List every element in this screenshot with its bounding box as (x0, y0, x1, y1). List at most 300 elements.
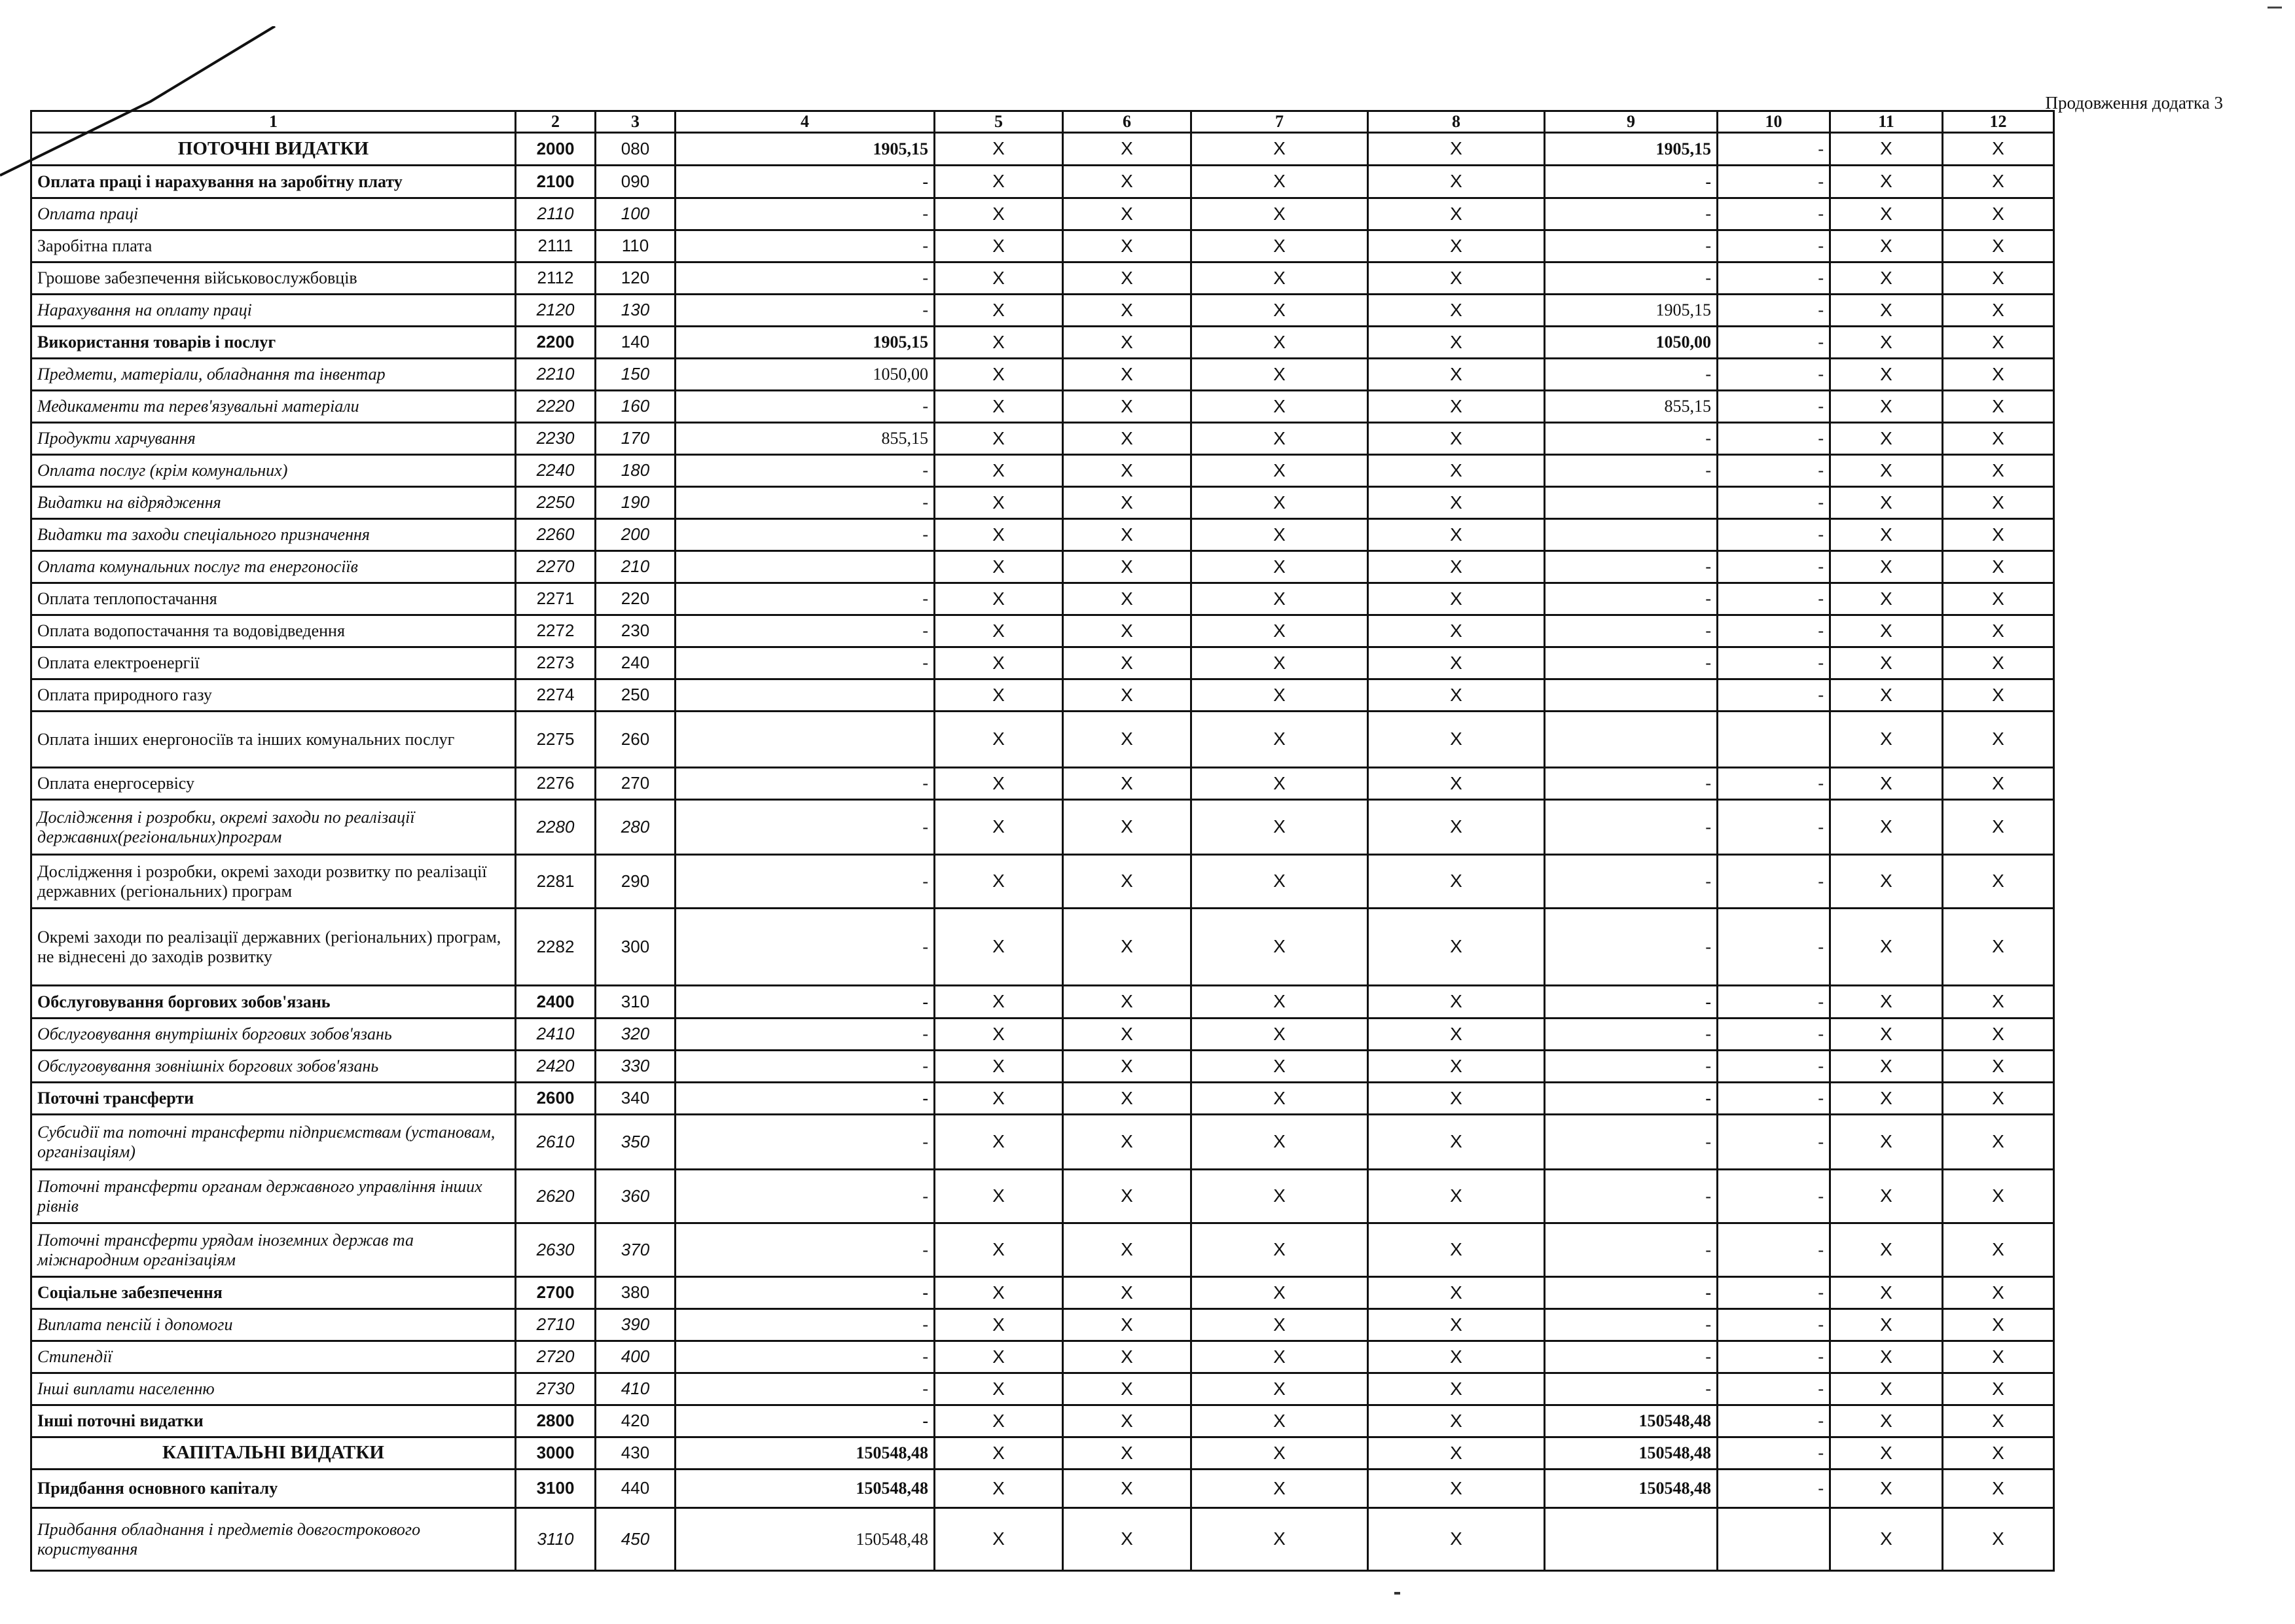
row-name: Поточні трансферти (31, 1083, 516, 1115)
row-name: Придбання основного капіталу (31, 1470, 516, 1508)
value-col-4: - (676, 855, 935, 909)
value-col-12: X (1943, 133, 2054, 166)
table-row (31, 551, 2054, 583)
value-col-5: X (935, 615, 1063, 647)
row-code: 170 (596, 423, 676, 455)
table-row (31, 679, 2054, 712)
value-col-8: X (1368, 551, 1545, 583)
value-col-6: X (1063, 1019, 1191, 1051)
row-name: Оплата послуг (крім комунальних) (31, 455, 516, 487)
value-col-7: X (1191, 712, 1368, 768)
value-col-8: X (1368, 230, 1545, 262)
value-col-12: X (1943, 1405, 2054, 1437)
value-col-10: - (1718, 551, 1830, 583)
value-col-9: - (1545, 551, 1718, 583)
budget-code: 2610 (516, 1115, 596, 1170)
value-col-9: - (1545, 647, 1718, 679)
value-col-8: X (1368, 1019, 1545, 1051)
row-code: 150 (596, 359, 676, 391)
value-col-6: X (1063, 1309, 1191, 1341)
row-code: 340 (596, 1083, 676, 1115)
value-col-6: X (1063, 712, 1191, 768)
row-name: Поточні трансферти урядам іноземних держав та міжнародним організаціям (31, 1223, 516, 1277)
value-col-10: - (1718, 1223, 1830, 1277)
value-col-8: X (1368, 1508, 1545, 1571)
budget-code: 2276 (516, 768, 596, 800)
value-col-7: X (1191, 1115, 1368, 1170)
value-col-8: X (1368, 327, 1545, 359)
budget-code: 2710 (516, 1309, 596, 1341)
value-col-5: X (935, 295, 1063, 327)
table-row (31, 855, 2054, 909)
value-col-7: X (1191, 166, 1368, 198)
value-col-4: - (676, 455, 935, 487)
value-col-11: X (1830, 1115, 1943, 1170)
value-col-5: X (935, 1341, 1063, 1373)
value-col-6: X (1063, 909, 1191, 986)
row-name: Субсидії та поточні трансферти підприємствам (установам, організаціям) (31, 1115, 516, 1170)
value-col-5: X (935, 1019, 1063, 1051)
value-col-9: - (1545, 1373, 1718, 1405)
scan-dash (2268, 7, 2282, 9)
value-col-6: X (1063, 1115, 1191, 1170)
value-col-12: X (1943, 262, 2054, 295)
value-col-12: X (1943, 1019, 2054, 1051)
budget-code: 2280 (516, 800, 596, 855)
value-col-8: X (1368, 855, 1545, 909)
row-name: Дослідження і розробки, окремі заходи розвитку по реалізації державних (регіональних) програм (31, 855, 516, 909)
value-col-11: X (1830, 1470, 1943, 1508)
value-col-12: X (1943, 166, 2054, 198)
value-col-4: - (676, 1277, 935, 1309)
row-name: Обслуговування внутрішніх боргових зобов'язань (31, 1019, 516, 1051)
value-col-8: X (1368, 1405, 1545, 1437)
budget-code: 2112 (516, 262, 596, 295)
value-col-11: X (1830, 551, 1943, 583)
value-col-12: X (1943, 768, 2054, 800)
value-col-7: X (1191, 1341, 1368, 1373)
value-col-9: - (1545, 855, 1718, 909)
value-col-5: X (935, 262, 1063, 295)
value-col-12: X (1943, 1508, 2054, 1571)
value-col-9: - (1545, 198, 1718, 230)
value-col-12: X (1943, 1309, 2054, 1341)
value-col-11: X (1830, 295, 1943, 327)
value-col-10: - (1718, 1437, 1830, 1470)
value-col-4: - (676, 909, 935, 986)
table-row (31, 712, 2054, 768)
budget-code: 2730 (516, 1373, 596, 1405)
value-col-10: - (1718, 487, 1830, 519)
value-col-4: - (676, 1405, 935, 1437)
value-col-7: X (1191, 1051, 1368, 1083)
value-col-5: X (935, 1277, 1063, 1309)
row-code: 110 (596, 230, 676, 262)
value-col-7: X (1191, 423, 1368, 455)
table-row (31, 359, 2054, 391)
value-col-10: - (1718, 1083, 1830, 1115)
budget-code: 2400 (516, 986, 596, 1019)
row-name: Оплата праці і нарахування на заробітну плату (31, 166, 516, 198)
value-col-8: X (1368, 519, 1545, 551)
value-col-6: X (1063, 1341, 1191, 1373)
value-col-9: - (1545, 909, 1718, 986)
value-col-5: X (935, 1508, 1063, 1571)
value-col-8: X (1368, 166, 1545, 198)
value-col-12: X (1943, 855, 2054, 909)
value-col-5: X (935, 391, 1063, 423)
table-row (31, 1309, 2054, 1341)
value-col-4: - (676, 1083, 935, 1115)
value-col-6: X (1063, 166, 1191, 198)
value-col-5: X (935, 1470, 1063, 1508)
budget-code: 3110 (516, 1508, 596, 1571)
row-name: Оплата природного газу (31, 679, 516, 712)
value-col-11: X (1830, 1437, 1943, 1470)
budget-code: 2620 (516, 1170, 596, 1223)
value-col-8: X (1368, 1051, 1545, 1083)
value-col-12: X (1943, 230, 2054, 262)
value-col-8: X (1368, 423, 1545, 455)
value-col-9: 150548,48 (1545, 1405, 1718, 1437)
value-col-7: X (1191, 487, 1368, 519)
value-col-8: X (1368, 909, 1545, 986)
value-col-7: X (1191, 1309, 1368, 1341)
value-col-10: - (1718, 327, 1830, 359)
value-col-10: - (1718, 768, 1830, 800)
value-col-5: X (935, 1115, 1063, 1170)
value-col-10: - (1718, 855, 1830, 909)
value-col-5: X (935, 487, 1063, 519)
row-name: Видатки на відрядження (31, 487, 516, 519)
value-col-8: X (1368, 986, 1545, 1019)
value-col-5: X (935, 166, 1063, 198)
row-name: ПОТОЧНІ ВИДАТКИ (31, 133, 516, 166)
row-code: 080 (596, 133, 676, 166)
value-col-6: X (1063, 133, 1191, 166)
value-col-8: X (1368, 583, 1545, 615)
value-col-11: X (1830, 455, 1943, 487)
row-code: 140 (596, 327, 676, 359)
value-col-7: X (1191, 295, 1368, 327)
value-col-11: X (1830, 768, 1943, 800)
value-col-4: - (676, 1051, 935, 1083)
table-row (31, 1115, 2054, 1170)
value-col-11: X (1830, 1309, 1943, 1341)
value-col-11: X (1830, 391, 1943, 423)
value-col-7: X (1191, 519, 1368, 551)
value-col-8: X (1368, 295, 1545, 327)
value-col-12: X (1943, 647, 2054, 679)
row-code: 220 (596, 583, 676, 615)
value-col-5: X (935, 423, 1063, 455)
budget-code: 2270 (516, 551, 596, 583)
value-col-8: X (1368, 800, 1545, 855)
expenses-table (30, 110, 2055, 1572)
value-col-9: - (1545, 986, 1718, 1019)
value-col-9 (1545, 487, 1718, 519)
table-row (31, 1341, 2054, 1373)
value-col-10: - (1718, 909, 1830, 986)
value-col-8: X (1368, 679, 1545, 712)
value-col-11: X (1830, 519, 1943, 551)
value-col-9: - (1545, 230, 1718, 262)
value-col-6: X (1063, 1223, 1191, 1277)
value-col-6: X (1063, 1083, 1191, 1115)
value-col-6: X (1063, 1470, 1191, 1508)
table-row (31, 1051, 2054, 1083)
value-col-12: X (1943, 359, 2054, 391)
row-code: 280 (596, 800, 676, 855)
budget-code: 2630 (516, 1223, 596, 1277)
value-col-6: X (1063, 1373, 1191, 1405)
row-name: Використання товарів і послуг (31, 327, 516, 359)
value-col-5: X (935, 1083, 1063, 1115)
value-col-4: - (676, 800, 935, 855)
value-col-4: - (676, 1019, 935, 1051)
col-header: 10 (1718, 111, 1830, 133)
value-col-6: X (1063, 1170, 1191, 1223)
value-col-5: X (935, 1373, 1063, 1405)
row-code: 200 (596, 519, 676, 551)
value-col-9 (1545, 679, 1718, 712)
value-col-8: X (1368, 615, 1545, 647)
col-header: 8 (1368, 111, 1545, 133)
value-col-5: X (935, 679, 1063, 712)
col-header: 5 (935, 111, 1063, 133)
value-col-5: X (935, 455, 1063, 487)
table-row (31, 487, 2054, 519)
value-col-10: - (1718, 647, 1830, 679)
value-col-8: X (1368, 647, 1545, 679)
value-col-6: X (1063, 647, 1191, 679)
value-col-12: X (1943, 1470, 2054, 1508)
value-col-6: X (1063, 262, 1191, 295)
value-col-9: 1905,15 (1545, 295, 1718, 327)
table-row (31, 583, 2054, 615)
row-name: КАПІТАЛЬНІ ВИДАТКИ (31, 1437, 516, 1470)
table-row (31, 1170, 2054, 1223)
value-col-12: X (1943, 295, 2054, 327)
value-col-12: X (1943, 1170, 2054, 1223)
row-code: 430 (596, 1437, 676, 1470)
table-row (31, 1373, 2054, 1405)
table-row (31, 455, 2054, 487)
value-col-6: X (1063, 295, 1191, 327)
table-row (31, 647, 2054, 679)
budget-code: 2281 (516, 855, 596, 909)
value-col-6: X (1063, 1437, 1191, 1470)
table-row (31, 615, 2054, 647)
scan-dot (1394, 1592, 1400, 1595)
value-col-11: X (1830, 198, 1943, 230)
value-col-12: X (1943, 1341, 2054, 1373)
value-col-4: - (676, 647, 935, 679)
value-col-7: X (1191, 855, 1368, 909)
value-col-4: 1905,15 (676, 327, 935, 359)
table-row (31, 1470, 2054, 1508)
value-col-11: X (1830, 1051, 1943, 1083)
value-col-7: X (1191, 230, 1368, 262)
value-col-6: X (1063, 768, 1191, 800)
value-col-10: - (1718, 166, 1830, 198)
table-row (31, 1405, 2054, 1437)
value-col-10: - (1718, 1309, 1830, 1341)
row-name: Заробітна плата (31, 230, 516, 262)
table-row (31, 166, 2054, 198)
table-row (31, 295, 2054, 327)
value-col-7: X (1191, 327, 1368, 359)
value-col-12: X (1943, 615, 2054, 647)
value-col-9: - (1545, 1019, 1718, 1051)
value-col-10: - (1718, 1405, 1830, 1437)
value-col-5: X (935, 986, 1063, 1019)
value-col-8: X (1368, 1470, 1545, 1508)
value-col-8: X (1368, 1083, 1545, 1115)
value-col-5: X (935, 1170, 1063, 1223)
value-col-11: X (1830, 327, 1943, 359)
row-code: 260 (596, 712, 676, 768)
value-col-9: - (1545, 1083, 1718, 1115)
value-col-10: - (1718, 391, 1830, 423)
value-col-5: X (935, 1437, 1063, 1470)
col-header: 4 (676, 111, 935, 133)
value-col-6: X (1063, 615, 1191, 647)
value-col-11: X (1830, 133, 1943, 166)
value-col-9: - (1545, 583, 1718, 615)
value-col-6: X (1063, 1051, 1191, 1083)
row-code: 410 (596, 1373, 676, 1405)
row-code: 190 (596, 487, 676, 519)
value-col-11: X (1830, 423, 1943, 455)
value-col-9: - (1545, 1309, 1718, 1341)
table-row (31, 1437, 2054, 1470)
value-col-8: X (1368, 1373, 1545, 1405)
value-col-11: X (1830, 230, 1943, 262)
value-col-4: - (676, 230, 935, 262)
value-col-4: 150548,48 (676, 1437, 935, 1470)
value-col-7: X (1191, 262, 1368, 295)
table-body (31, 133, 2054, 1571)
value-col-10: - (1718, 1170, 1830, 1223)
table-row (31, 230, 2054, 262)
row-name: Поточні трансферти органам державного управління інших рівнів (31, 1170, 516, 1223)
value-col-12: X (1943, 1115, 2054, 1170)
row-code: 380 (596, 1277, 676, 1309)
value-col-9: - (1545, 359, 1718, 391)
row-name: Оплата електроенергії (31, 647, 516, 679)
value-col-8: X (1368, 198, 1545, 230)
col-header: 9 (1545, 111, 1718, 133)
header-row (31, 111, 2054, 133)
value-col-11: X (1830, 1083, 1943, 1115)
budget-code: 2111 (516, 230, 596, 262)
budget-code: 2220 (516, 391, 596, 423)
row-code: 270 (596, 768, 676, 800)
value-col-10: - (1718, 230, 1830, 262)
row-name: Стипендії (31, 1341, 516, 1373)
value-col-8: X (1368, 1437, 1545, 1470)
value-col-10: - (1718, 198, 1830, 230)
budget-code: 2240 (516, 455, 596, 487)
value-col-7: X (1191, 391, 1368, 423)
table-row (31, 423, 2054, 455)
value-col-7: X (1191, 198, 1368, 230)
value-col-4: - (676, 1341, 935, 1373)
value-col-11: X (1830, 359, 1943, 391)
table-row (31, 133, 2054, 166)
value-col-6: X (1063, 327, 1191, 359)
row-code: 360 (596, 1170, 676, 1223)
value-col-9: - (1545, 1051, 1718, 1083)
row-code: 310 (596, 986, 676, 1019)
row-code: 370 (596, 1223, 676, 1277)
row-name: Оплата водопостачання та водовідведення (31, 615, 516, 647)
value-col-7: X (1191, 1223, 1368, 1277)
value-col-11: X (1830, 1223, 1943, 1277)
value-col-11: X (1830, 615, 1943, 647)
budget-code: 2410 (516, 1019, 596, 1051)
value-col-9: 1050,00 (1545, 327, 1718, 359)
value-col-8: X (1368, 487, 1545, 519)
value-col-11: X (1830, 909, 1943, 986)
row-name: Медикаменти та перев'язувальні матеріали (31, 391, 516, 423)
row-name: Предмети, матеріали, обладнання та інвентар (31, 359, 516, 391)
budget-code: 2800 (516, 1405, 596, 1437)
value-col-11: X (1830, 986, 1943, 1019)
value-col-4 (676, 551, 935, 583)
value-col-10: - (1718, 455, 1830, 487)
value-col-10: - (1718, 679, 1830, 712)
value-col-6: X (1063, 679, 1191, 712)
value-col-8: X (1368, 1277, 1545, 1309)
value-col-9 (1545, 1508, 1718, 1571)
value-col-10: - (1718, 986, 1830, 1019)
value-col-6: X (1063, 583, 1191, 615)
value-col-7: X (1191, 133, 1368, 166)
value-col-11: X (1830, 1277, 1943, 1309)
row-name: Обслуговування зовнішніх боргових зобов'язань (31, 1051, 516, 1083)
value-col-11: X (1830, 647, 1943, 679)
row-code: 450 (596, 1508, 676, 1571)
value-col-10: - (1718, 1373, 1830, 1405)
value-col-10 (1718, 1508, 1830, 1571)
value-col-7: X (1191, 583, 1368, 615)
budget-code: 2210 (516, 359, 596, 391)
row-code: 250 (596, 679, 676, 712)
value-col-6: X (1063, 487, 1191, 519)
value-col-9: 150548,48 (1545, 1437, 1718, 1470)
value-col-4: - (676, 198, 935, 230)
budget-code: 2600 (516, 1083, 596, 1115)
value-col-9: 1905,15 (1545, 133, 1718, 166)
row-name: Оплата комунальних послуг та енергоносіїв (31, 551, 516, 583)
budget-code: 2260 (516, 519, 596, 551)
value-col-5: X (935, 230, 1063, 262)
budget-code: 2100 (516, 166, 596, 198)
row-name: Оплата теплопостачання (31, 583, 516, 615)
value-col-5: X (935, 1051, 1063, 1083)
value-col-9: - (1545, 1277, 1718, 1309)
row-code: 420 (596, 1405, 676, 1437)
value-col-12: X (1943, 551, 2054, 583)
value-col-10 (1718, 712, 1830, 768)
table-row (31, 327, 2054, 359)
value-col-4: - (676, 519, 935, 551)
value-col-12: X (1943, 423, 2054, 455)
table-row (31, 519, 2054, 551)
row-name: Грошове забезпечення військовослужбовців (31, 262, 516, 295)
